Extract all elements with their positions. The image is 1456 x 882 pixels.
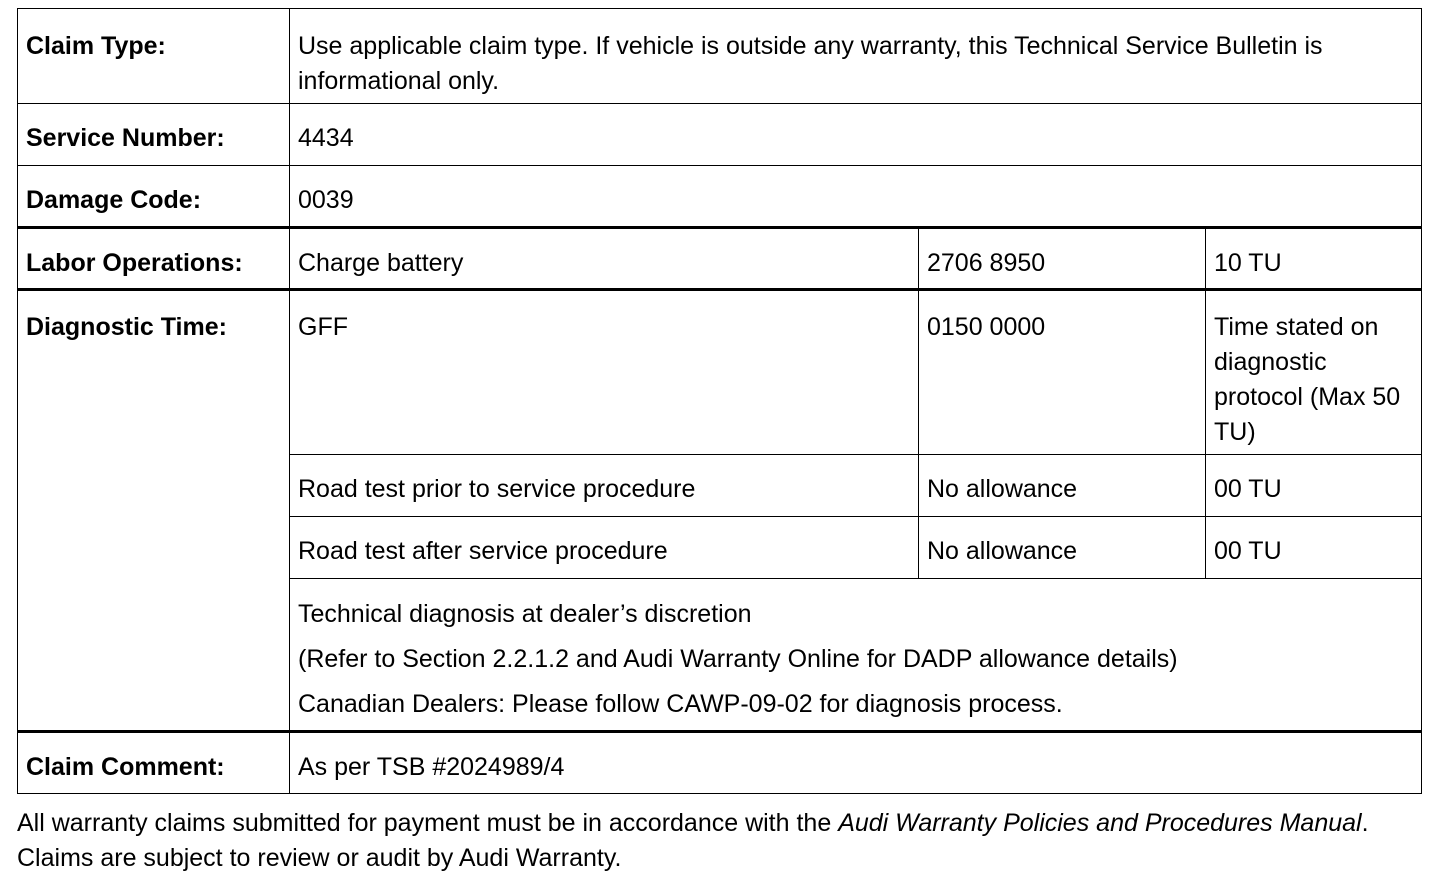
claim-comment-value: As per TSB #2024989/4 bbox=[290, 732, 1422, 794]
labor-operations-row bbox=[18, 228, 1422, 290]
diagnostic-code: No allowance bbox=[919, 517, 1206, 579]
labor-operations-label: Labor Operations: bbox=[18, 228, 290, 290]
service-number-label: Service Number: bbox=[18, 104, 290, 166]
footer-text-after: . Claims are subject to review or audit by Audi Warranty. bbox=[17, 809, 1369, 872]
diagnostic-time: 00 TU bbox=[1206, 455, 1422, 517]
damage-code-row bbox=[18, 166, 1422, 228]
labor-operation-description: Charge battery bbox=[290, 228, 919, 290]
damage-code-value: 0039 bbox=[290, 166, 1422, 228]
warranty-footer-note bbox=[17, 806, 1421, 876]
diagnostic-note: Technical diagnosis at dealer’s discretion bbox=[298, 600, 752, 628]
service-number-row bbox=[18, 104, 1422, 166]
damage-code-label: Damage Code: bbox=[18, 166, 290, 228]
labor-operation-time: 10 TU bbox=[1206, 228, 1422, 290]
diagnostic-row bbox=[18, 290, 1422, 455]
diagnostic-description: GFF bbox=[290, 290, 919, 455]
claim-type-label: Claim Type: bbox=[18, 9, 290, 104]
diagnostic-time-label: Diagnostic Time: bbox=[18, 290, 290, 732]
diagnostic-time: 00 TU bbox=[1206, 517, 1422, 579]
diagnostic-notes bbox=[290, 579, 1422, 732]
diagnostic-code: No allowance bbox=[919, 455, 1206, 517]
claim-type-value: Use applicable claim type. If vehicle is outside any warranty, this Technical Service Bulletin is informational only. bbox=[290, 9, 1422, 104]
diagnostic-time: Time stated on diagnostic protocol (Max 50 TU) bbox=[1206, 290, 1422, 455]
diagnostic-note: (Refer to Section 2.2.1.2 and Audi Warranty Online for DADP allowance details) bbox=[298, 645, 1178, 673]
service-number-value: 4434 bbox=[290, 104, 1422, 166]
diagnostic-description: Road test after service procedure bbox=[290, 517, 919, 579]
claim-comment-label: Claim Comment: bbox=[18, 732, 290, 794]
diagnostic-note: Canadian Dealers: Please follow CAWP-09-02 for diagnosis process. bbox=[298, 690, 1063, 718]
diagnostic-description: Road test prior to service procedure bbox=[290, 455, 919, 517]
diagnostic-code: 0150 0000 bbox=[919, 290, 1206, 455]
footer-text-before: All warranty claims submitted for payment must be in accordance with the bbox=[17, 809, 839, 837]
claim-type-row bbox=[18, 9, 1422, 104]
claim-comment-row bbox=[18, 732, 1422, 794]
footer-manual-title: Audi Warranty Policies and Procedures Manual bbox=[838, 809, 1362, 837]
warranty-claim-table bbox=[17, 8, 1422, 794]
labor-operation-code: 2706 8950 bbox=[919, 228, 1206, 290]
